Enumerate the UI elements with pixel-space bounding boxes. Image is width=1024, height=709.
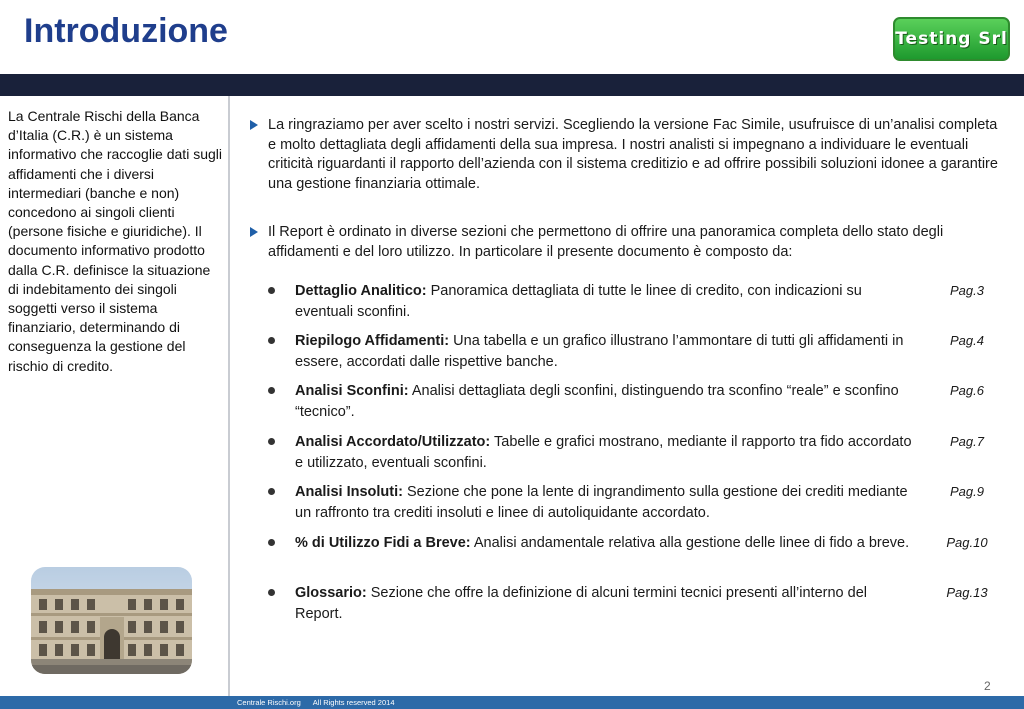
list-item bbox=[268, 281, 918, 323]
list-item bbox=[268, 331, 918, 373]
page-number: 2 bbox=[984, 679, 991, 693]
bullet-icon bbox=[268, 539, 275, 546]
item-description: Sezione che pone la lente di ingrandimento sulla gestione dei crediti mediante un raffronto tra crediti insoluti e linee di autoliquidante accordato. bbox=[295, 484, 908, 521]
bullet-icon bbox=[268, 488, 275, 495]
triangle-bullet-icon bbox=[250, 227, 258, 237]
intro-text: La ringraziamo per aver scelto i nostri servizi. Scegliendo la versione Fac Simile, usufruisce di un’analisi completa e molto dettagliata degli affidamenti della sua impresa. I nostri analisti si impegnano a individuare le eventuali criticità riguardanti il rapporto dell’azienda con il sistema creditizio e ad offrire possibili soluzioni idonee a garantire una gestione finanziaria ottimale. bbox=[268, 117, 998, 192]
bullet-icon bbox=[268, 387, 275, 394]
item-description: Analisi dettagliata degli sconfini, distinguendo tra sconfino “reale” e sconfino “tecnico”. bbox=[295, 383, 899, 420]
column-divider bbox=[228, 96, 230, 696]
logo-text: Testing Srl bbox=[895, 29, 1008, 49]
footer-site: Centrale Rischi.org bbox=[237, 698, 301, 707]
item-description: Una tabella e un grafico illustrano l’ammontare di tutti gli affidamenti in essere, accordati dalle rispettive banche. bbox=[295, 333, 904, 370]
report-text: Il Report è ordinato in diverse sezioni che permettono di offrire una panoramica completa dello stato degli affidamenti e del loro utilizzo. In particolare il presente documento è composto da: bbox=[268, 224, 944, 260]
item-description: Analisi andamentale relativa alla gestione delle linee di fido a breve. bbox=[473, 535, 910, 551]
page-title: Introduzione bbox=[24, 12, 228, 50]
item-page-ref: Pag.4 bbox=[950, 333, 984, 348]
item-title: Analisi Insoluti: bbox=[295, 484, 403, 500]
item-title: % di Utilizzo Fidi a Breve: bbox=[295, 535, 471, 551]
footer-text bbox=[237, 698, 407, 707]
item-description: Sezione che offre la definizione di alcuni termini tecnici presenti all’interno del Report. bbox=[295, 585, 867, 622]
item-page-ref: Pag.13 bbox=[946, 585, 988, 600]
bullet-icon bbox=[268, 337, 275, 344]
report-paragraph bbox=[250, 223, 1000, 262]
list-item bbox=[268, 533, 918, 554]
item-page-ref: Pag.7 bbox=[950, 434, 984, 449]
triangle-bullet-icon bbox=[250, 120, 258, 130]
item-page-ref: Pag.9 bbox=[950, 484, 984, 499]
item-page-ref: Pag.10 bbox=[946, 535, 988, 550]
bank-building-image bbox=[31, 567, 192, 674]
list-item bbox=[268, 432, 918, 474]
item-description: Tabelle e grafici mostrano, mediante il rapporto tra fido accordato e utilizzato, eventuali sconfini. bbox=[295, 434, 912, 471]
item-title: Glossario: bbox=[295, 585, 367, 601]
item-title: Riepilogo Affidamenti: bbox=[295, 333, 450, 349]
sidebar-description: La Centrale Rischi della Banca d’Italia (C.R.) è un sistema informativo che raccoglie dati sugli affidamenti che i diversi intermediari (banche e non) concedono ai singoli clienti (persone fisiche e giuridiche). Il documento informativo prodotto dalla C.R. definisce la situazione di indebitamento dei singoli soggetti verso il sistema finanziario, determinando di conseguenza la gestione del rischio di credito. bbox=[8, 108, 222, 374]
list-item bbox=[268, 482, 918, 524]
footer-band bbox=[0, 696, 1024, 709]
bullet-icon bbox=[268, 589, 275, 596]
item-title: Dettaglio Analitico: bbox=[295, 283, 427, 299]
list-item bbox=[268, 583, 918, 625]
item-page-ref: Pag.3 bbox=[950, 283, 984, 298]
list-item bbox=[268, 381, 918, 423]
header-band bbox=[0, 74, 1024, 96]
bullet-icon bbox=[268, 438, 275, 445]
intro-paragraph bbox=[250, 116, 1000, 194]
item-title: Analisi Sconfini: bbox=[295, 383, 409, 399]
company-logo bbox=[893, 17, 1010, 61]
item-title: Analisi Accordato/Utilizzato: bbox=[295, 434, 491, 450]
footer-rights: All Rights reserved 2014 bbox=[312, 698, 395, 707]
bullet-icon bbox=[268, 287, 275, 294]
item-page-ref: Pag.6 bbox=[950, 383, 984, 398]
item-description: Panoramica dettagliata di tutte le linee di credito, con indicazioni su eventuali sconfini. bbox=[295, 283, 862, 320]
